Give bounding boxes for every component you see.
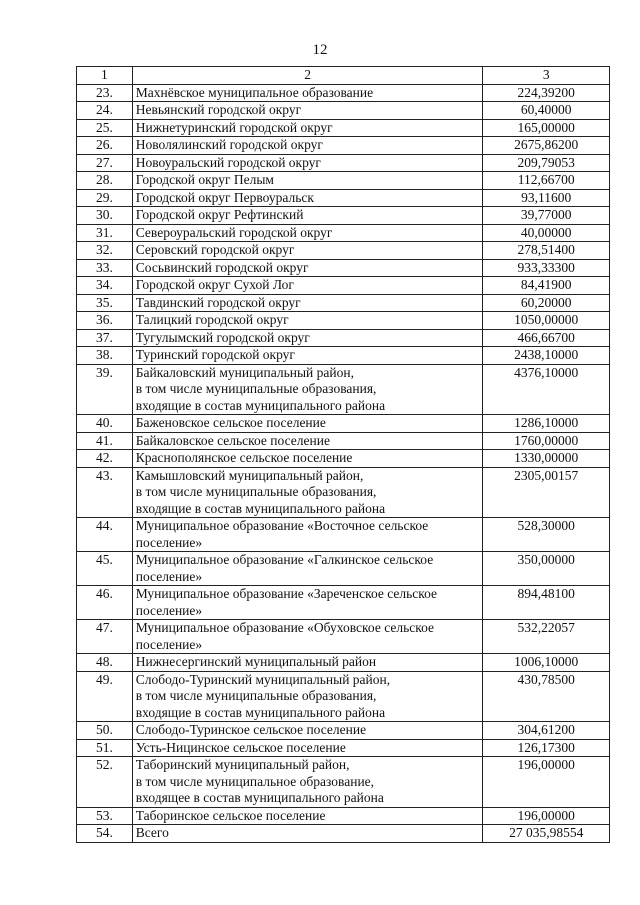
table-row xyxy=(77,364,610,415)
row-number: 36. xyxy=(77,312,133,330)
municipality-name-line: поселение» xyxy=(135,568,203,584)
municipality-name xyxy=(132,119,483,137)
table-row xyxy=(77,259,610,277)
municipality-name xyxy=(132,277,483,295)
table-row xyxy=(77,415,610,433)
table-row xyxy=(77,294,610,312)
amount-value: 1286,10000 xyxy=(483,415,610,433)
municipality-name-line: входящие в состав муниципального района xyxy=(135,500,386,516)
row-number: 45. xyxy=(77,552,133,586)
municipality-name-line: Краснополянское сельское поселение xyxy=(135,450,353,465)
municipality-name-line: Серовский городской округ xyxy=(135,242,295,257)
row-number: 35. xyxy=(77,294,133,312)
table-row xyxy=(77,586,610,620)
table-row xyxy=(77,84,610,102)
page-number: 12 xyxy=(312,42,328,58)
row-number: 28. xyxy=(77,172,133,190)
municipality-name-line: Городской округ Первоуральск xyxy=(135,189,314,205)
municipality-name-line: Слободо-Туринское сельское поселение xyxy=(135,722,367,737)
amount-value: 27 035,98554 xyxy=(483,825,610,843)
municipality-name-line: в том числе муниципальные образования, xyxy=(135,381,377,396)
amount-value: 933,33300 xyxy=(483,259,610,277)
municipality-name-line: Байкаловский муниципальный район, xyxy=(135,364,354,380)
table-row xyxy=(77,620,610,654)
table-row xyxy=(77,207,610,225)
municipality-name xyxy=(132,739,483,757)
municipality-name xyxy=(132,518,483,552)
municipality-name-line: в том числе муниципальные образования, xyxy=(135,688,377,703)
amount-value: 4376,10000 xyxy=(483,364,610,415)
municipality-name xyxy=(132,224,483,242)
row-number: 38. xyxy=(77,347,133,365)
municipality-name-line: Нижнетуринский городской округ xyxy=(135,119,333,135)
table-row xyxy=(77,277,610,295)
municipality-name xyxy=(132,586,483,620)
amount-value: 165,00000 xyxy=(483,119,610,137)
municipality-name xyxy=(132,432,483,450)
row-number: 41. xyxy=(77,432,133,450)
municipality-name xyxy=(132,671,483,722)
table-row xyxy=(77,552,610,586)
municipality-name xyxy=(132,102,483,120)
amount-value: 1760,00000 xyxy=(483,432,610,450)
row-number: 51. xyxy=(77,739,133,757)
municipality-name-line: входящие в состав муниципального района xyxy=(135,704,386,720)
municipality-name xyxy=(132,259,483,277)
municipality-name xyxy=(132,312,483,330)
row-number: 47. xyxy=(77,620,133,654)
municipality-name-line: Тугулымский городской округ xyxy=(135,329,310,345)
municipality-name-line: Всего xyxy=(135,825,169,840)
municipality-name xyxy=(132,329,483,347)
table-header-row xyxy=(77,67,610,85)
municipality-name xyxy=(132,154,483,172)
row-number: 25. xyxy=(77,119,133,137)
column-header-name: 2 xyxy=(132,67,483,85)
municipality-name xyxy=(132,807,483,825)
row-number: 39. xyxy=(77,364,133,415)
amount-value: 2675,86200 xyxy=(483,137,610,155)
table-row xyxy=(77,312,610,330)
amount-value: 224,39200 xyxy=(483,84,610,102)
municipality-name-line: Баженовское сельское поселение xyxy=(135,415,326,430)
municipality-name-line: Камышловский муниципальный район, xyxy=(135,467,364,483)
table-row xyxy=(77,518,610,552)
row-number: 32. xyxy=(77,242,133,260)
municipality-name-line: Североуральский городской округ xyxy=(135,224,333,240)
municipality-name xyxy=(132,207,483,225)
amount-value: 2305,00157 xyxy=(483,467,610,518)
row-number: 53. xyxy=(77,807,133,825)
amount-value: 196,00000 xyxy=(483,807,610,825)
municipality-name-line: Таборинский муниципальный район, xyxy=(135,757,350,772)
municipality-name xyxy=(132,189,483,207)
amount-value: 532,22057 xyxy=(483,620,610,654)
row-number: 48. xyxy=(77,654,133,672)
amount-value: 84,41900 xyxy=(483,277,610,295)
municipality-name xyxy=(132,620,483,654)
row-number: 26. xyxy=(77,137,133,155)
row-number: 52. xyxy=(77,757,133,808)
municipality-name xyxy=(132,294,483,312)
table-row xyxy=(77,825,610,843)
row-number: 33. xyxy=(77,259,133,277)
amount-value: 528,30000 xyxy=(483,518,610,552)
row-number: 44. xyxy=(77,518,133,552)
amount-value: 430,78500 xyxy=(483,671,610,722)
municipality-name xyxy=(132,450,483,468)
amount-value: 1050,00000 xyxy=(483,312,610,330)
row-number: 29. xyxy=(77,189,133,207)
municipality-name-line: Городской округ Рефтинский xyxy=(135,207,304,222)
municipality-name-line: в том числе муниципальные образования, xyxy=(135,484,377,499)
municipality-name xyxy=(132,172,483,190)
municipality-name-line: Талицкий городской округ xyxy=(135,312,289,327)
municipality-name xyxy=(132,467,483,518)
amount-value: 60,20000 xyxy=(483,294,610,312)
table-row xyxy=(77,189,610,207)
row-number: 23. xyxy=(77,84,133,102)
table-row xyxy=(77,450,610,468)
amount-value: 304,61200 xyxy=(483,722,610,740)
municipality-name xyxy=(132,84,483,102)
municipality-name-line: Муниципальное образование «Восточное сельское xyxy=(135,518,429,533)
table-row xyxy=(77,137,610,155)
table-row xyxy=(77,432,610,450)
municipality-name-line: поселение» xyxy=(135,636,203,652)
amount-value: 40,00000 xyxy=(483,224,610,242)
table-row xyxy=(77,671,610,722)
municipality-name-line: входящее в состав муниципального района xyxy=(135,790,384,805)
municipality-name xyxy=(132,825,483,843)
municipality-name-line: Туринский городской округ xyxy=(135,347,295,362)
municipality-name-line: Тавдинский городской округ xyxy=(135,294,301,310)
table-row xyxy=(77,119,610,137)
row-number: 40. xyxy=(77,415,133,433)
amount-value: 466,66700 xyxy=(483,329,610,347)
municipality-name-line: Байкаловское сельское поселение xyxy=(135,432,330,448)
municipality-name-line: Нижнесергинский муниципальный район xyxy=(135,654,377,669)
amount-value: 1330,00000 xyxy=(483,450,610,468)
municipality-name-line: Новолялинский городской округ xyxy=(135,137,323,152)
column-header-value: 3 xyxy=(483,67,610,85)
municipality-name xyxy=(132,242,483,260)
municipality-name-line: Новоуральский городской округ xyxy=(135,154,321,170)
table-row xyxy=(77,757,610,808)
municipality-name-line: в том числе муниципальное образование, xyxy=(135,773,375,789)
table-row xyxy=(77,329,610,347)
municipality-name-line: Таборинское сельское поселение xyxy=(135,807,326,823)
municipality-name xyxy=(132,137,483,155)
row-number: 30. xyxy=(77,207,133,225)
amount-value: 209,79053 xyxy=(483,154,610,172)
amount-value: 278,51400 xyxy=(483,242,610,260)
table-row xyxy=(77,807,610,825)
table-row xyxy=(77,739,610,757)
municipality-name-line: Городской округ Сухой Лог xyxy=(135,277,294,292)
table-row xyxy=(77,242,610,260)
amount-value: 126,17300 xyxy=(483,739,610,757)
amount-value: 60,40000 xyxy=(483,102,610,120)
row-number: 24. xyxy=(77,102,133,120)
municipality-name-line: Сосьвинский городской округ xyxy=(135,259,309,275)
amount-value: 2438,10000 xyxy=(483,347,610,365)
municipality-name xyxy=(132,722,483,740)
municipality-name-line: Невьянский городской округ xyxy=(135,102,302,117)
municipality-name-line: поселение» xyxy=(135,534,203,550)
allocation-table xyxy=(76,66,610,843)
municipality-name xyxy=(132,654,483,672)
table-row xyxy=(77,224,610,242)
row-number: 50. xyxy=(77,722,133,740)
amount-value: 894,48100 xyxy=(483,586,610,620)
municipality-name-line: поселение» xyxy=(135,602,203,618)
row-number: 37. xyxy=(77,329,133,347)
table-row xyxy=(77,722,610,740)
municipality-name-line: Городской округ Пелым xyxy=(135,172,274,187)
municipality-name-line: Муниципальное образование «Обуховское сельское xyxy=(135,620,435,635)
row-number: 43. xyxy=(77,467,133,518)
amount-value: 1006,10000 xyxy=(483,654,610,672)
table-row xyxy=(77,102,610,120)
amount-value: 196,00000 xyxy=(483,757,610,808)
row-number: 46. xyxy=(77,586,133,620)
municipality-name-line: Слободо-Туринский муниципальный район, xyxy=(135,671,391,687)
municipality-name-line: Муниципальное образование «Зареченское сельское xyxy=(135,586,438,601)
row-number: 31. xyxy=(77,224,133,242)
table-row xyxy=(77,154,610,172)
table-row xyxy=(77,347,610,365)
amount-value: 350,00000 xyxy=(483,552,610,586)
municipality-name xyxy=(132,364,483,415)
amount-value: 39,77000 xyxy=(483,207,610,225)
table-body xyxy=(77,84,610,842)
municipality-name xyxy=(132,757,483,808)
municipality-name-line: Усть-Ницинское сельское поселение xyxy=(135,739,346,755)
municipality-name-line: Муниципальное образование «Галкинское сельское xyxy=(135,552,434,567)
municipality-name xyxy=(132,347,483,365)
amount-value: 93,11600 xyxy=(483,189,610,207)
column-header-number: 1 xyxy=(77,67,133,85)
row-number: 54. xyxy=(77,825,133,843)
row-number: 49. xyxy=(77,671,133,722)
municipality-name-line: входящие в состав муниципального района xyxy=(135,397,386,413)
row-number: 42. xyxy=(77,450,133,468)
municipality-name xyxy=(132,552,483,586)
amount-value: 112,66700 xyxy=(483,172,610,190)
municipality-name-line: Махнёвское муниципальное образование xyxy=(135,84,374,100)
table-row xyxy=(77,172,610,190)
table-row xyxy=(77,467,610,518)
municipality-name xyxy=(132,415,483,433)
row-number: 27. xyxy=(77,154,133,172)
row-number: 34. xyxy=(77,277,133,295)
table-row xyxy=(77,654,610,672)
